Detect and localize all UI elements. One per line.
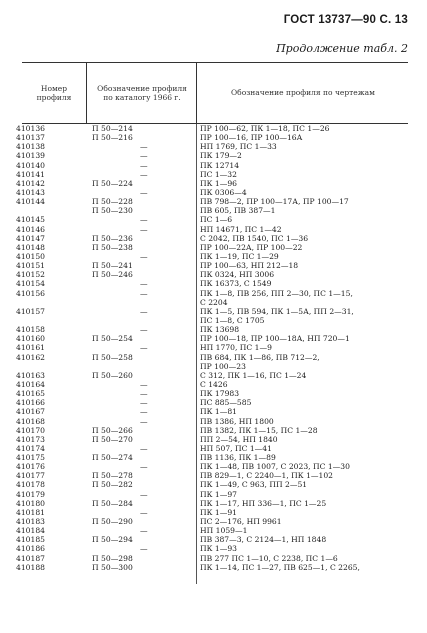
table-row [16, 425, 408, 435]
drawing-designation-cell: ПВ 605, ПВ 387—1 [200, 206, 276, 216]
drawing-designation-cell: ПК 1—49, С 963, ПП 2—51 [200, 480, 308, 490]
profile-number-cell: 410162 [16, 352, 45, 362]
drawing-designation-cell: ПС 885—585 [200, 398, 252, 408]
catalog-designation-cell: — [140, 306, 148, 316]
profile-number-cell: 410165 [16, 389, 45, 399]
table-row [16, 242, 408, 252]
profile-number-cell: 410141 [16, 169, 45, 179]
table-row [16, 544, 408, 554]
drawing-designation-cell: ПВ 798—2, ПР 100—17А, ПР 100—17 [200, 197, 349, 207]
profile-number-cell: 410140 [16, 160, 45, 170]
table-row [16, 398, 408, 408]
catalog-designation-cell: — [140, 224, 148, 234]
table-row [16, 224, 408, 234]
table-row [16, 251, 408, 261]
profile-number-cell: 410137 [16, 133, 45, 143]
table-row [16, 462, 408, 472]
table-row [22, 206, 408, 215]
page-header: ГОСТ 13737—90 С. 13 [283, 14, 408, 26]
drawing-designation-cell: ПС 1—8, С 1705 [200, 315, 265, 325]
profile-number-cell: 410136 [16, 124, 45, 133]
catalog-designation-cell: — [140, 462, 148, 472]
drawing-designation-cell: ПК 1—14, ПС 1—27, ПВ 625—1, С 2265, [200, 562, 360, 572]
catalog-designation-cell: — [140, 389, 148, 399]
table-row [16, 370, 408, 380]
profile-number-cell: 410176 [16, 462, 45, 472]
drawing-designation-cell: ПВ 387—3, С 2124—1, НП 1848 [200, 535, 327, 545]
catalog-designation-cell: П 50—230 [92, 206, 133, 216]
catalog-designation-cell: — [140, 416, 148, 426]
profile-number-cell: 410178 [16, 480, 45, 490]
profile-number-cell: 410157 [16, 306, 45, 316]
profile-number-cell: 410151 [16, 261, 45, 271]
drawing-designation-cell: С 2042, ПВ 1540, ПС 1—36 [200, 233, 309, 243]
profile-number-cell: 410148 [16, 242, 45, 252]
table-row [16, 352, 408, 362]
profile-number-cell: 410143 [16, 187, 45, 197]
drawing-designation-cell: НП 14671, ПС 1—42 [200, 224, 282, 234]
table-row [16, 178, 408, 188]
table-row [16, 133, 408, 143]
catalog-designation-cell: — [140, 489, 148, 499]
catalog-designation-cell: П 50—214 [92, 124, 133, 133]
profile-number-cell: 410187 [16, 553, 45, 563]
table-row [16, 233, 408, 243]
catalog-designation-cell: — [140, 279, 148, 289]
table-row [16, 124, 408, 133]
catalog-designation-cell: — [140, 187, 148, 197]
table-row [16, 215, 408, 225]
catalog-designation-cell: П 50—228 [92, 197, 133, 207]
table-row [22, 316, 408, 325]
table-row [16, 535, 408, 545]
table-row [16, 517, 408, 527]
drawing-designation-cell: ПР 100—63, НП 212—18 [200, 261, 299, 271]
drawing-designation-cell: ПК 16373, С 1549 [200, 279, 272, 289]
drawing-designation-cell: ПК 1—81 [200, 407, 238, 417]
profile-number-cell: 410168 [16, 416, 45, 426]
drawing-designation-cell: ПК 179—2 [200, 151, 242, 161]
table-continuation-label: Продолжение табл. 2 [276, 42, 408, 55]
table-row [16, 325, 408, 335]
profile-number-cell: 410183 [16, 517, 45, 527]
drawing-designation-cell: ПК 1—93 [200, 544, 238, 554]
catalog-designation-cell: П 50—246 [92, 270, 133, 280]
drawing-designation-cell: С 2204 [200, 297, 228, 307]
drawing-designation-cell: ПС 1—32 [200, 169, 237, 179]
catalog-designation-cell: П 50—236 [92, 233, 133, 243]
table-row [16, 453, 408, 463]
table-row [16, 480, 408, 490]
table-row [16, 151, 408, 161]
table-row [16, 343, 408, 353]
table-row [16, 379, 408, 389]
catalog-designation-cell: П 50—300 [92, 562, 133, 572]
catalog-designation-cell: П 50—258 [92, 352, 133, 362]
profile-number-cell: 410156 [16, 288, 45, 298]
catalog-designation-cell: П 50—290 [92, 517, 133, 527]
profile-number-cell: 410181 [16, 507, 45, 517]
table-row [16, 288, 408, 298]
drawing-designation-cell: ПВ 1386, НП 1800 [200, 416, 274, 426]
profile-number-cell: 410142 [16, 178, 45, 188]
profiles-table [16, 62, 408, 572]
drawing-designation-cell: НП 507, ПС 1—41 [200, 443, 272, 453]
drawing-designation-cell: ПВ 1382, ПК 1—15, ПС 1—28 [200, 425, 318, 435]
catalog-designation-cell: — [140, 215, 148, 225]
catalog-designation-cell: П 50—270 [92, 434, 133, 444]
drawing-designation-cell: НП 1770, ПС 1—9 [200, 343, 272, 353]
table-row [16, 416, 408, 426]
catalog-designation-cell: П 50—238 [92, 242, 133, 252]
profile-number-cell: 410139 [16, 151, 45, 161]
table-row [16, 526, 408, 536]
drawing-designation-cell: ПВ 829—1, С 2240—1, ПК 1—102 [200, 471, 333, 481]
drawing-designation-cell: ПВ 684, ПК 1—86, ПВ 712—2, [200, 352, 320, 362]
table-row [16, 142, 408, 152]
catalog-designation-cell: — [140, 160, 148, 170]
table-row [16, 169, 408, 179]
profile-number-cell: 410175 [16, 453, 45, 463]
profile-number-cell: 410154 [16, 279, 45, 289]
table-row [16, 334, 408, 344]
table-row [16, 160, 408, 170]
drawing-designation-cell: ПК 0324, НП 3006 [200, 270, 275, 280]
catalog-designation-cell: — [140, 407, 148, 417]
profile-number-cell: 410188 [16, 562, 45, 572]
catalog-designation-cell: П 50—254 [92, 334, 133, 344]
profile-number-cell: 410144 [16, 197, 45, 207]
table-row [16, 434, 408, 444]
catalog-designation-cell: — [140, 507, 148, 517]
table-row [16, 562, 408, 572]
table-row [16, 261, 408, 271]
table-row [16, 471, 408, 481]
table-row [16, 507, 408, 517]
catalog-designation-cell: — [140, 169, 148, 179]
catalog-designation-cell: П 50—224 [92, 178, 133, 188]
catalog-designation-cell: — [140, 288, 148, 298]
profile-number-cell: 410147 [16, 233, 45, 243]
table-row [16, 443, 408, 453]
catalog-designation-cell: — [140, 443, 148, 453]
table-row [16, 389, 408, 399]
drawing-designation-cell: ПК 1—48, ПВ 1007, С 2023, ПС 1—30 [200, 462, 350, 472]
profile-number-cell: 410163 [16, 370, 45, 380]
column-header-profile-number [22, 63, 86, 123]
drawing-designation-cell: ПК 1—91 [200, 507, 238, 517]
drawing-designation-cell: ПК 13698 [200, 325, 240, 335]
column-header-catalog-designation [86, 63, 197, 123]
profile-number-cell: 410160 [16, 334, 45, 344]
table-row [22, 362, 408, 371]
profile-number-cell: 410173 [16, 434, 45, 444]
catalog-designation-cell: П 50—260 [92, 370, 133, 380]
table-row [16, 187, 408, 197]
profile-number-cell: 410146 [16, 224, 45, 234]
table-body [16, 124, 408, 572]
profile-number-cell: 410170 [16, 425, 45, 435]
profile-number-cell: 410180 [16, 498, 45, 508]
drawing-designation-cell: С 1426 [200, 379, 228, 389]
column-header-line: Номер [40, 83, 68, 93]
catalog-designation-cell: П 50—298 [92, 553, 133, 563]
profile-number-cell: 410179 [16, 489, 45, 499]
profile-number-cell: 410158 [16, 325, 45, 335]
profile-number-cell: 410174 [16, 443, 45, 453]
catalog-designation-cell: П 50—294 [92, 535, 133, 545]
table-row [16, 489, 408, 499]
profile-number-cell: 410150 [16, 251, 45, 261]
catalog-designation-cell: — [140, 379, 148, 389]
drawing-designation-cell: ПК 1—97 [200, 489, 238, 499]
catalog-designation-cell: — [140, 151, 148, 161]
profile-number-cell: 410186 [16, 544, 45, 554]
drawing-designation-cell: ПК 1—17, НП 336—1, ПС 1—25 [200, 498, 327, 508]
catalog-designation-cell: — [140, 343, 148, 353]
column-header-line: Обозначение профиля по чертежам [231, 88, 375, 98]
drawing-designation-cell: ПК 1—96 [200, 178, 238, 188]
drawing-designation-cell: С 312, ПК 1—16, ПС 1—24 [200, 370, 307, 380]
column-header-line: Обозначение профиля [97, 83, 187, 93]
catalog-designation-cell: П 50—284 [92, 498, 133, 508]
catalog-designation-cell: — [140, 544, 148, 554]
drawing-designation-cell: ПК 12714 [200, 160, 240, 170]
catalog-designation-cell: П 50—282 [92, 480, 133, 490]
drawing-designation-cell: ПР 100—16, ПР 100—16А [200, 133, 303, 143]
drawing-designation-cell: ПК 17983 [200, 389, 240, 399]
profile-number-cell: 410185 [16, 535, 45, 545]
drawing-designation-cell: ПК 1—8, ПВ 256, ПП 2—30, ПС 1—15, [200, 288, 353, 298]
profile-number-cell: 410138 [16, 142, 45, 152]
profile-number-cell: 410152 [16, 270, 45, 280]
drawing-designation-cell: ПВ 1136, ПК 1—89 [200, 453, 276, 463]
drawing-designation-cell: ПР 100—23 [200, 361, 246, 371]
drawing-designation-cell: ПВ 277 ПС 1—10, С 2238, ПС 1—6 [200, 553, 338, 563]
column-header-line: по каталогу 1966 г. [103, 93, 181, 102]
table-header [22, 62, 408, 124]
catalog-designation-cell: П 50—274 [92, 453, 133, 463]
drawing-designation-cell: НП 1769, ПС 1—33 [200, 142, 277, 152]
catalog-designation-cell: — [140, 526, 148, 536]
profile-number-cell: 410164 [16, 379, 45, 389]
drawing-designation-cell: ПП 2—54, НП 1840 [200, 434, 278, 444]
profile-number-cell: 410177 [16, 471, 45, 481]
table-row [16, 279, 408, 289]
profile-number-cell: 410145 [16, 215, 45, 225]
table-row [16, 197, 408, 207]
profile-number-cell: 410161 [16, 343, 45, 353]
profile-number-cell: 410167 [16, 407, 45, 417]
table-row [16, 498, 408, 508]
column-header-drawing-designation [196, 63, 409, 123]
column-header-line: профиля [36, 93, 72, 102]
drawing-designation-cell: ПР 100—22А, ПР 100—22 [200, 242, 303, 252]
drawing-designation-cell: ПС 2—176, НП 9961 [200, 517, 282, 527]
drawing-designation-cell: ПК 1—19, ПС 1—29 [200, 251, 279, 261]
table-row [16, 306, 408, 316]
catalog-designation-cell: — [140, 398, 148, 408]
catalog-designation-cell: — [140, 142, 148, 152]
table-row [16, 407, 408, 417]
catalog-designation-cell: П 50—266 [92, 425, 133, 435]
catalog-designation-cell: — [140, 325, 148, 335]
catalog-designation-cell: П 50—241 [92, 261, 133, 271]
catalog-designation-cell: П 50—216 [92, 133, 133, 143]
catalog-designation-cell: П 50—278 [92, 471, 133, 481]
table-row [22, 298, 408, 307]
drawing-designation-cell: ПК 1—5, ПВ 594, ПК 1—5А, ПП 2—31, [200, 306, 354, 316]
table-row [16, 270, 408, 280]
drawing-designation-cell: ПС 1—6 [200, 215, 233, 225]
catalog-designation-cell: — [140, 251, 148, 261]
profile-number-cell: 410166 [16, 398, 45, 408]
drawing-designation-cell: ПР 100—62, ПК 1—18, ПС 1—26 [200, 124, 330, 133]
drawing-designation-cell: ПК 0306—4 [200, 187, 247, 197]
drawing-designation-cell: НП 1059—1 [200, 526, 248, 536]
table-row [16, 553, 408, 563]
drawing-designation-cell: ПР 100—18, ПР 100—18А, НП 720—1 [200, 334, 350, 344]
profile-number-cell: 410184 [16, 526, 45, 536]
